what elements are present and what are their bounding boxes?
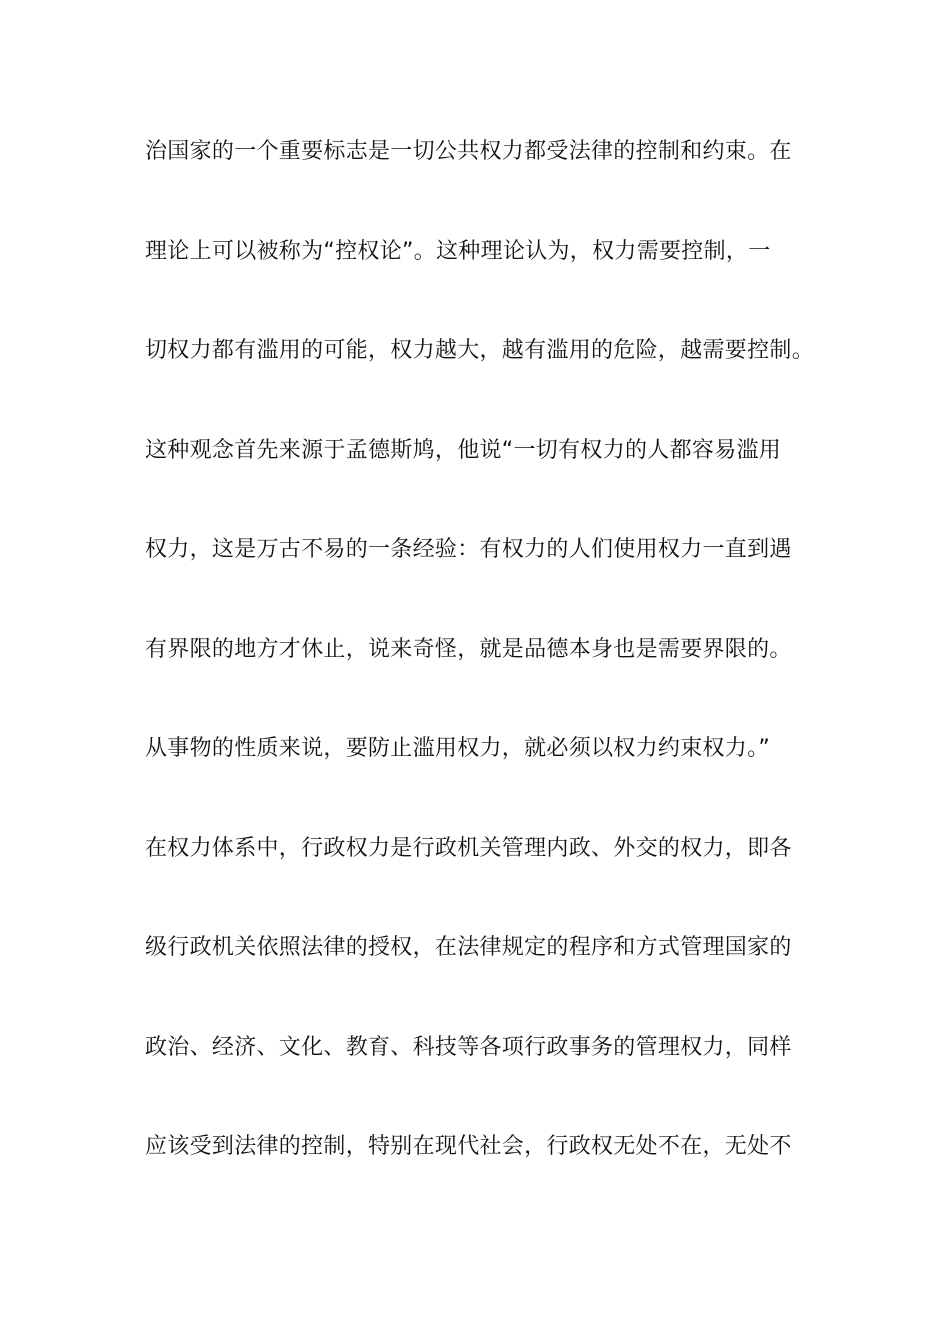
body-text: [145, 128, 845, 1223]
text-line: 应该受到法律的控制，特别在现代社会，行政权无处不在，无处不: [145, 1134, 792, 1159]
text-line: 政治、经济、文化、教育、科技等各项行政事务的管理权力，同样: [145, 1034, 792, 1060]
text-line: 权力，这是万古不易的一条经验：有权力的人们使用权力一直到遇: [145, 537, 792, 562]
text-line: 这种观念首先来源于孟德斯鸠，他说“一切有权力的人都容易滥用: [145, 437, 782, 463]
text-line: 有界限的地方才休止，说来奇怪，就是品德本身也是需要界限的。: [145, 636, 792, 662]
text-line: 理论上可以被称为“控权论”。这种理论认为，权力需要控制，一: [145, 238, 771, 264]
text-line: 治国家的一个重要标志是一切公共权力都受法律的控制和约束。在: [145, 139, 792, 164]
text-line: 从事物的性质来说，要防止滥用权力，就必须以权力约束权力。”: [145, 736, 771, 761]
text-line: 级行政机关依照法律的授权，在法律规定的程序和方式管理国家的: [145, 935, 792, 960]
text-line: 切权力都有滥用的可能，权力越大，越有滥用的危险，越需要控制。: [145, 338, 815, 363]
text-line: 在权力体系中，行政权力是行政机关管理内政、外交的权力，即各: [145, 835, 792, 861]
